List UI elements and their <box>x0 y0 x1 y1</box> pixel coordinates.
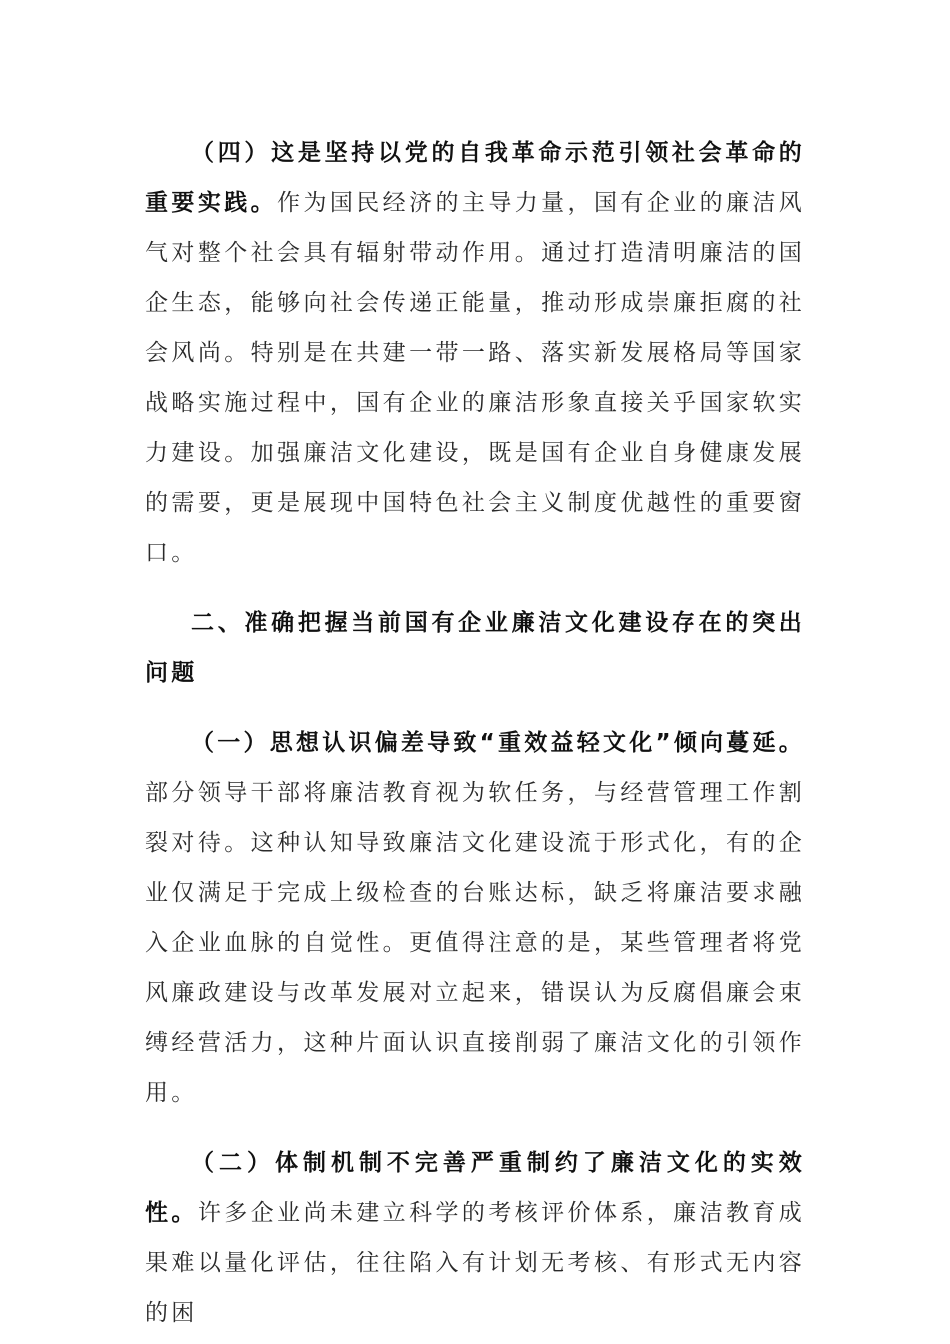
paragraph-gap <box>145 1118 805 1138</box>
section-4-lead: （四）这是坚持以党的自我革命示范引领社会革命的重要实践。 <box>145 140 805 216</box>
paragraph-gap <box>145 698 805 718</box>
subsection-2-body: 许多企业尚未建立科学的考核评价体系，廉洁教育成果难以量化评估，往往陷入有计划无考核、有形式无内容的困 <box>145 1200 805 1326</box>
paragraph-section-4 <box>145 128 805 578</box>
document-body <box>145 128 805 1338</box>
paragraph-gap <box>145 578 805 598</box>
subsection-2-lead: （二）体制机制不完善严重制约了廉洁文化的实效性。 <box>145 1150 805 1226</box>
paragraph-subsection-2 <box>145 1138 805 1338</box>
heading-part-2: 二、准确把握当前国有企业廉洁文化建设存在的突出问题 <box>145 610 805 686</box>
subsection-1-lead: （一）思想认识偏差导致“重效益轻文化”倾向蔓延。 <box>191 730 805 756</box>
subsection-1-body: 部分领导干部将廉洁教育视为软任务，与经营管理工作割裂对待。这种认知导致廉洁文化建设流于形式化，有的企业仅满足于完成上级检查的台账达标，缺乏将廉洁要求融入企业血脉的自觉性。更值得注意的是，某些管理者将党风廉政建设与改革发展对立起来，错误认为反腐倡廉会束缚经营活力，这种片面认识直接削弱了廉洁文化的引领作用。 <box>145 780 805 1106</box>
section-4-body: 作为国民经济的主导力量，国有企业的廉洁风气对整个社会具有辐射带动作用。通过打造清明廉洁的国企生态，能够向社会传递正能量，推动形成崇廉拒腐的社会风尚。特别是在共建一带一路、落实新发展格局等国家战略实施过程中，国有企业的廉洁形象直接关乎国家软实力建设。加强廉洁文化建设，既是国有企业自身健康发展的需要，更是展现中国特色社会主义制度优越性的重要窗口。 <box>145 190 806 566</box>
paragraph-subsection-1 <box>145 718 805 1118</box>
